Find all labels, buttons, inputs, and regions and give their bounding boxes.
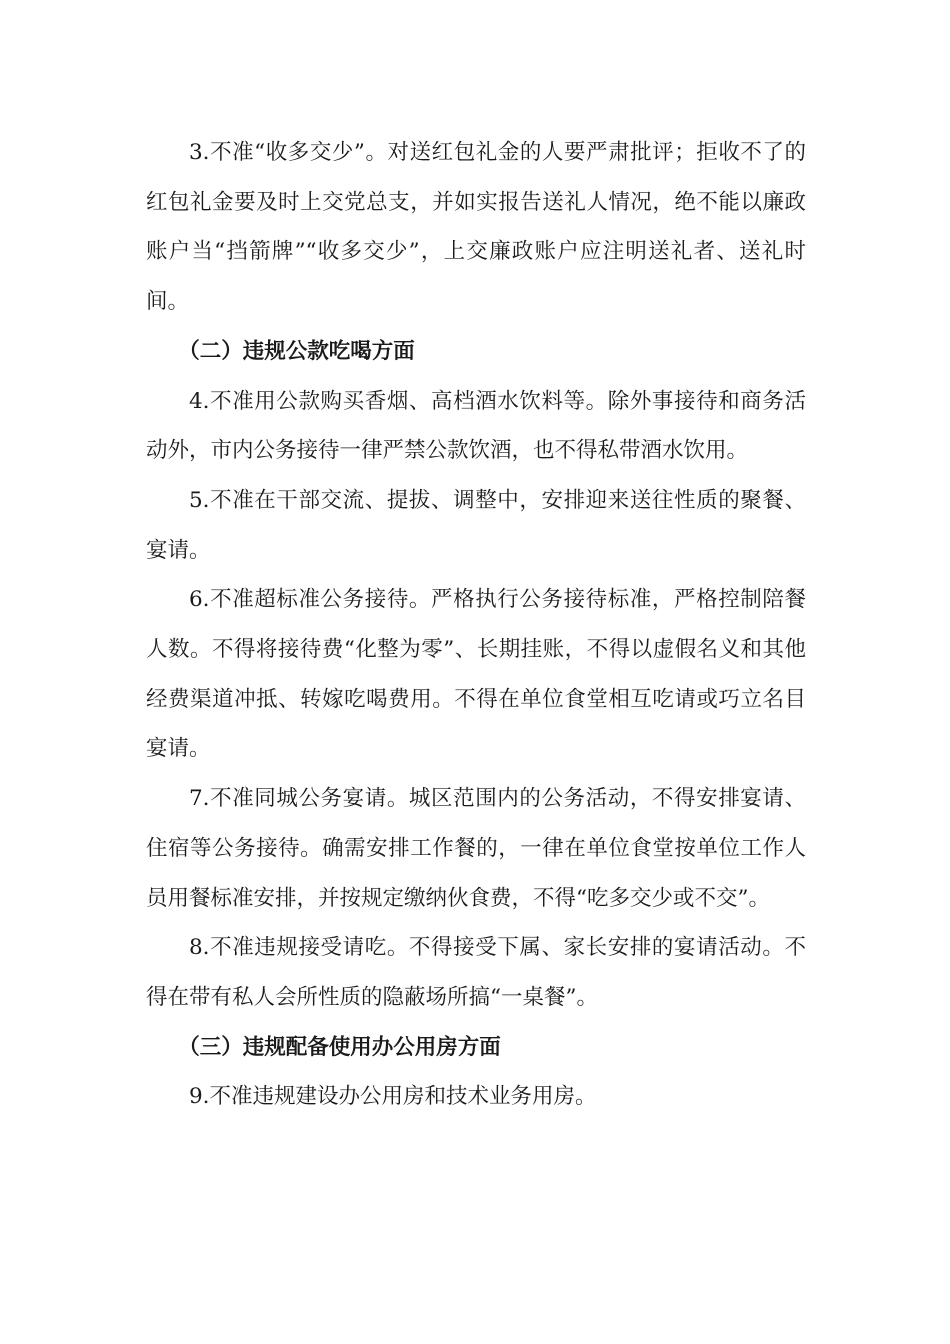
paragraph-item-3: 3.不准“收多交少”。对送红包礼金的人要严肃批评；拒收不了的红包礼金要及时上交党总支，并如实报告送礼人情况，绝不能以廉政账户当“挡箭牌”“收多交少”，上交廉政账户应注明送礼者、送礼时间。 [146,140,806,315]
paragraph-item-7: 7.不准同城公务宴请。城区范围内的公务活动，不得安排宴请、住宿等公务接待。确需安排工作餐的，一律在单位食堂按单位工作人员用餐标准安排，并按规定缴纳伙食费，不得“吃多交少或不交”。 [146,786,806,911]
section-heading-3: （三）违规配备使用办公用房方面 [178,1034,501,1060]
section-heading-2: （二）违规公款吃喝方面 [178,338,415,364]
paragraph-item-5: 5.不准在干部交流、提拔、调整中，安排迎来送往性质的聚餐、宴请。 [146,487,806,563]
paragraph-item-4: 4.不准用公款购买香烟、高档酒水饮料等。除外事接待和商务活动外，市内公务接待一律严禁公款饮酒，也不得私带酒水饮用。 [146,388,806,464]
document-page [146,128,806,1122]
paragraph-item-8: 8.不准违规接受请吃。不得接受下属、家长安排的宴请活动。不得在带有私人会所性质的隐蔽场所搞“一桌餐”。 [146,935,806,1010]
paragraph-item-6: 6.不准超标准公务接待。严格执行公务接待标准，严格控制陪餐人数。不得将接待费“化整为零”、长期挂账，不得以虚假名义和其他经费渠道冲抵、转嫁吃喝费用。不得在单位食堂相互吃请或巧立名目宴请。 [146,587,806,762]
paragraph-item-9: 9.不准违规建设办公用房和技术业务用房。 [189,1084,597,1110]
